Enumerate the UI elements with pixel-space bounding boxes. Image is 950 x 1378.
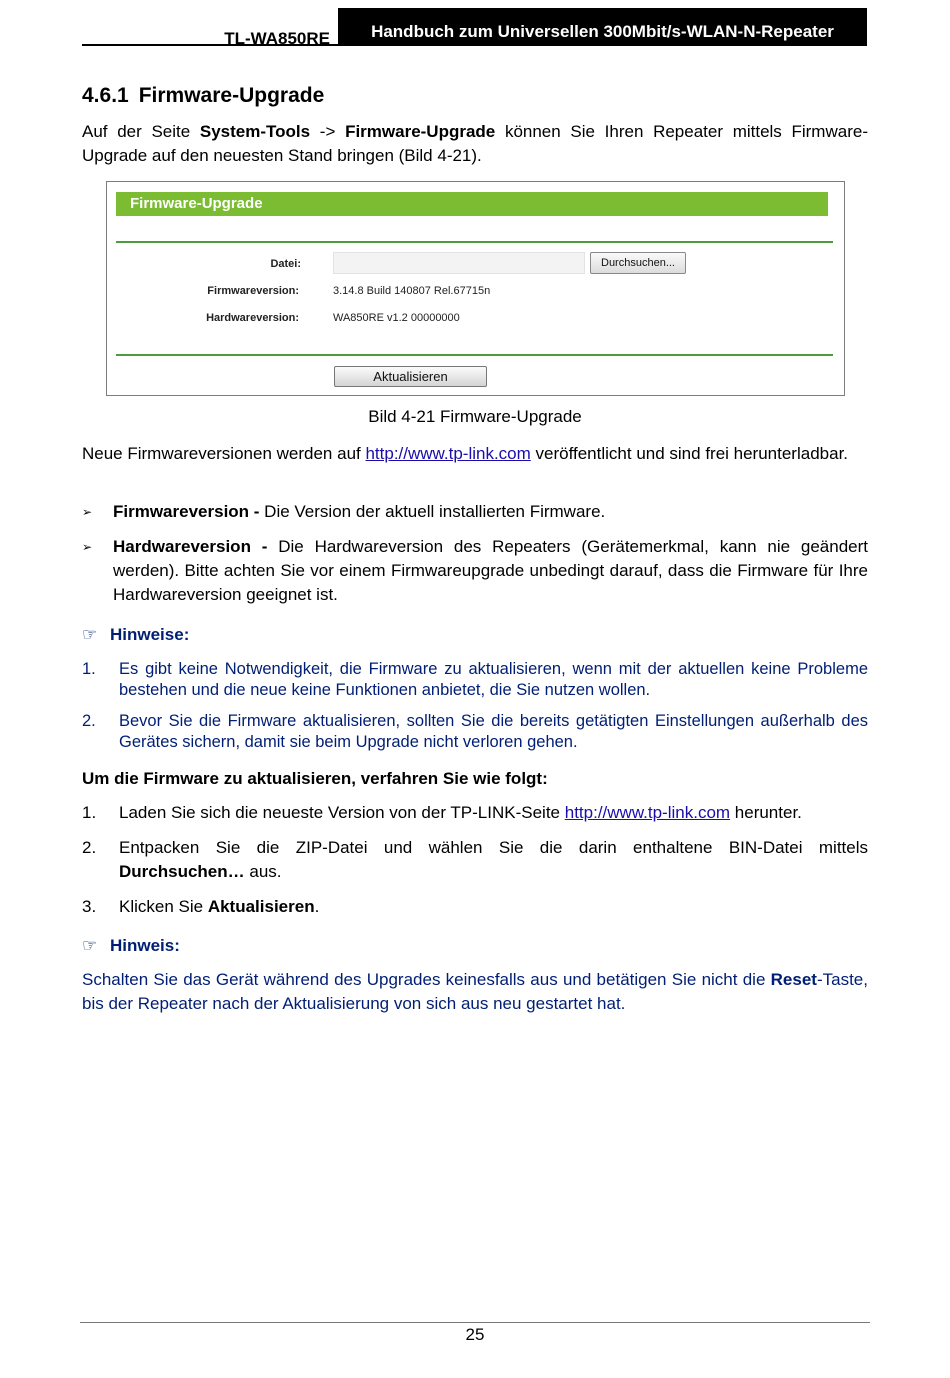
steps-heading: Um die Firmware zu aktualisieren, verfahren Sie wie folgt: — [82, 769, 548, 788]
pointing-hand-icon: ☞ — [82, 625, 98, 644]
note-number: 1. — [82, 660, 96, 678]
section-heading — [82, 84, 324, 108]
header-model — [82, 8, 338, 46]
browse-button[interactable]: Durchsuchen... — [590, 252, 686, 274]
step-number: 2. — [82, 838, 97, 857]
step-text: Entpacken Sie die ZIP-Datei und wählen Sie die darin enthaltene BIN-Datei mittels — [119, 838, 868, 857]
hint-bold-reset: Reset — [770, 970, 817, 989]
step-1 — [82, 801, 868, 825]
intro-bold-firmware-upgrade: Firmware-Upgrade — [345, 122, 496, 141]
file-label: Datei: — [270, 258, 301, 270]
step-text-after: herunter. — [730, 803, 802, 822]
header-title-text: Handbuch zum Universellen 300Mbit/s-WLAN-N-Repeater — [371, 22, 834, 41]
bullet-text: Die Hardwareversion des Repeaters (Gerätemerkmal, kann nie geändert werden). Bitte achten Sie vor einem Firmwareupgrade unbedingt darauf, dass die Firmware für Ihre Hardwareversion geeignet ist. — [113, 537, 868, 604]
figure-caption: Bild 4-21 Firmware-Upgrade — [368, 407, 582, 426]
header-title-bar — [338, 8, 867, 46]
step-text: Klicken Sie — [119, 897, 208, 916]
bullet-hardwareversion — [82, 535, 868, 607]
file-input[interactable] — [333, 252, 585, 274]
hint-text-after: -Taste, bis der Repeater nach der Aktualisierung von sich aus neu gestartet hat. — [82, 970, 868, 1013]
notes-heading — [82, 625, 189, 645]
hint-heading-text: Hinweis: — [110, 936, 180, 955]
step-bold: Aktualisieren — [207, 897, 315, 916]
intro-paragraph — [82, 120, 868, 168]
hardware-version-label: Hardwareversion: — [206, 312, 299, 324]
download-paragraph — [82, 442, 868, 466]
tp-link-url-link[interactable]: http://www.tp-link.com — [365, 444, 531, 463]
hint-text-before: Schalten Sie das Gerät während des Upgrades keinesfalls aus und betätigen Sie nicht die — [82, 970, 771, 989]
note-item-2 — [82, 711, 868, 753]
screenshot-title-bar: Firmware-Upgrade — [116, 192, 828, 216]
step-text-after: . — [314, 897, 320, 916]
note-item-1 — [82, 659, 868, 701]
firmware-version-value: 3.14.8 Build 140807 Rel.67715n — [333, 285, 491, 297]
step-number: 3. — [82, 897, 97, 916]
bullet-firmwareversion — [82, 500, 868, 524]
screenshot-divider-top — [116, 241, 833, 243]
note-text: Es gibt keine Notwendigkeit, die Firmware zu aktualisieren, wenn mit der aktuellen keine Probleme bestehen und die neue keine Funktionen anbietet, die Sie nutzen wollen. — [119, 660, 868, 699]
pointing-hand-icon: ☞ — [82, 936, 98, 955]
intro-bold-system-tools: System-Tools — [199, 122, 311, 141]
hardware-version-value: WA850RE v1.2 00000000 — [333, 312, 460, 324]
intro-text-3: können Sie Ihren Repeater mittels Firmware-Upgrade auf den neuesten Stand bringen (Bild 4-21). — [82, 122, 868, 165]
step-2 — [82, 836, 868, 884]
footer-divider — [80, 1322, 870, 1323]
firmware-upgrade-screenshot — [106, 181, 845, 396]
firmware-version-label: Firmwareversion: — [207, 285, 299, 297]
notes-heading-text: Hinweise: — [110, 625, 190, 644]
intro-text-1: Auf der Seite — [82, 122, 200, 141]
bullet-text: Die Version der aktuell installierten Firmware. — [264, 502, 606, 521]
bullet-term: Hardwareversion - — [113, 537, 279, 556]
screenshot-divider-bottom — [116, 354, 833, 356]
step-text: Laden Sie sich die neueste Version von der TP-LINK-Seite — [119, 803, 565, 822]
download-text-before: Neue Firmwareversionen werden auf — [82, 444, 366, 463]
page-header — [82, 8, 867, 46]
step-3 — [82, 895, 868, 919]
section-number: 4.6.1 — [82, 84, 129, 107]
page-number: 25 — [465, 1325, 485, 1344]
note-text: Bevor Sie die Firmware aktualisieren, sollten Sie die bereits getätigten Einstellungen außerhalb des Gerätes sichern, damit sie beim Upgrade nicht verloren gehen. — [119, 712, 868, 751]
hint-heading — [82, 936, 180, 956]
step-bold: Durchsuchen… — [119, 862, 245, 881]
update-button[interactable]: Aktualisieren — [334, 366, 487, 387]
tp-link-url-link[interactable]: http://www.tp-link.com — [564, 803, 731, 822]
hint-paragraph — [82, 968, 868, 1016]
step-number: 1. — [82, 803, 97, 822]
header-model-text: TL-WA850RE — [224, 29, 330, 48]
note-number: 2. — [82, 712, 96, 730]
bullet-term: Firmwareversion - — [113, 502, 265, 521]
step-text-after: aus. — [244, 862, 282, 881]
download-text-after: veröffentlicht und sind frei herunterladbar. — [530, 444, 849, 463]
intro-text-2: -> — [310, 122, 346, 141]
arrow-bullet-icon: ➢ — [82, 505, 93, 519]
section-title: Firmware-Upgrade — [138, 84, 325, 107]
arrow-bullet-icon: ➢ — [82, 540, 93, 554]
